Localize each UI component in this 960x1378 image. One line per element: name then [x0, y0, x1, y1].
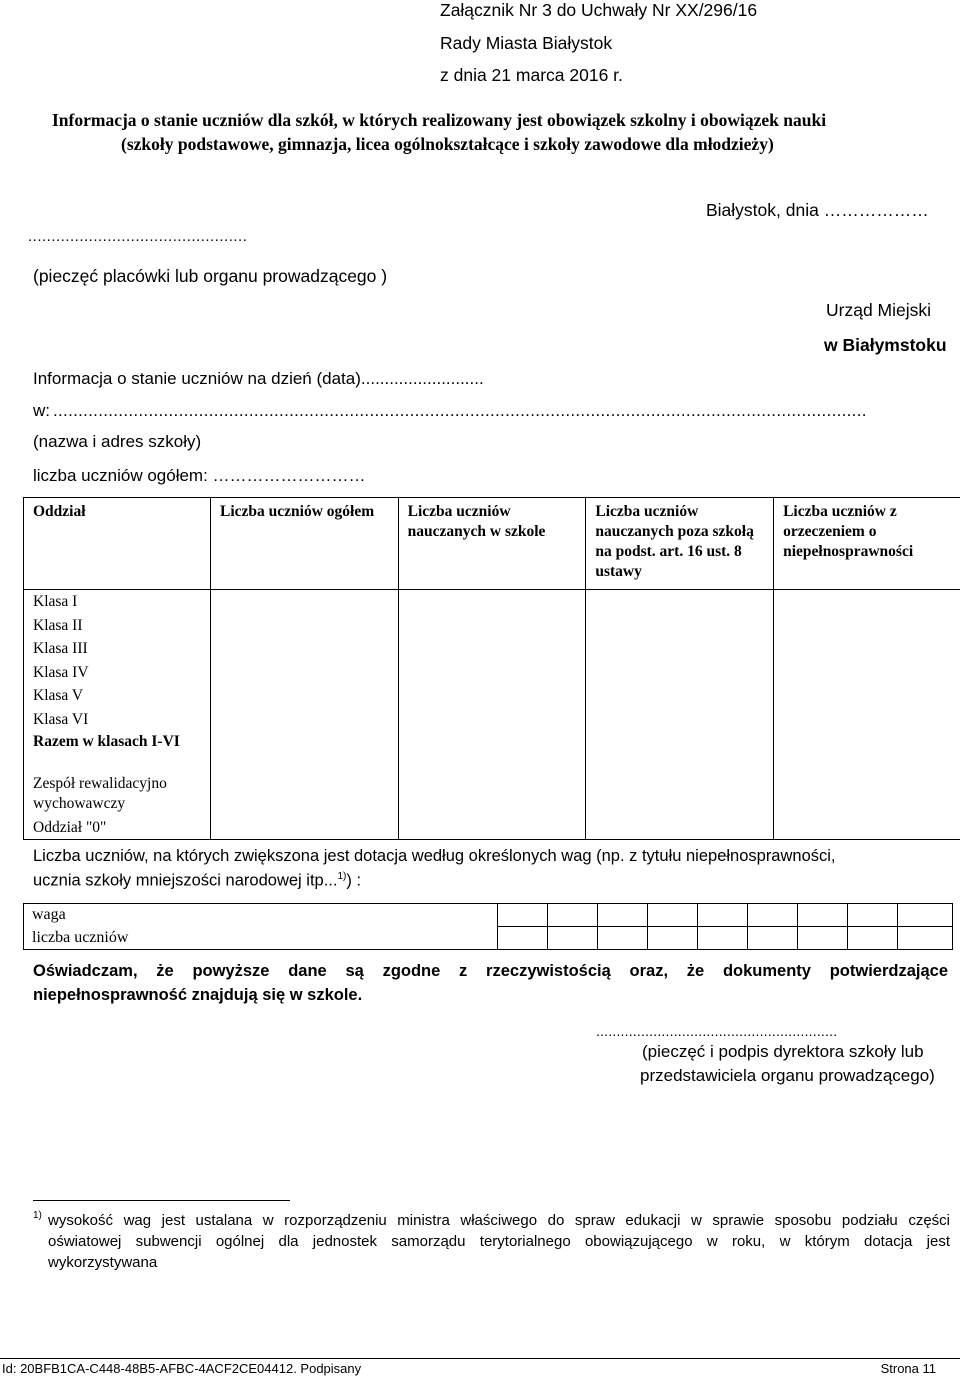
document-title-line-1: Informacja o stanie uczniów dla szkół, w których realizowany jest obowiązek szkolny i obowiązek nauki [52, 110, 827, 130]
stamp-label: (pieczęć placówki lub organu prowadzącego ) [33, 266, 388, 286]
count-cell[interactable] [897, 927, 952, 950]
footer-page: Strona 11 [880, 1361, 936, 1376]
header-oddzial: Oddział [24, 498, 211, 590]
weight-cell[interactable] [798, 904, 848, 927]
weight-cell[interactable] [698, 904, 748, 927]
footnote-mark: 1) [33, 1210, 42, 1221]
declaration-line-1: Oświadczam, że powyższe dane są zgodne z rzeczywistością oraz, że dokumenty potwierdzające [33, 962, 948, 980]
count-cell[interactable] [798, 927, 848, 950]
weight-cell[interactable] [897, 904, 952, 927]
addressee-line-1: Urząd Miejski [826, 300, 932, 320]
weights-intro-line-2 [33, 871, 361, 891]
school-dots: .................................................................................................................................................................. [53, 401, 867, 420]
table-header-row [24, 498, 960, 590]
students-table [23, 497, 960, 840]
total-students: liczba uczniów ogółem: ……………………… [33, 466, 366, 485]
footnote-line-1: wysokość wag jest ustalana w rozporządzeniu ministra właściwego do spraw edukacji w sprawie sposobu podziału części [48, 1212, 950, 1229]
cell-in-school[interactable] [398, 590, 586, 840]
weight-cell[interactable] [848, 904, 898, 927]
footnote-line-2: oświatowej subwencji ogólnej dla jednostek samorządu terytorialnego obowiązującego w roku, w którym dotacja jest [48, 1233, 950, 1250]
footnote-line-3: wykorzystywana [48, 1254, 158, 1271]
footer-id: Id: 20BFB1CA-C448-48B5-AFBC-4ACF2CE04412. Podpisany [2, 1361, 362, 1376]
row-label-total: Razem w klasach I-VI [33, 732, 180, 750]
count-cell[interactable] [598, 927, 648, 950]
weights-row-label: waga [24, 904, 498, 927]
signature-dots: ........................................................... [596, 1023, 838, 1039]
cell-total[interactable] [210, 590, 398, 840]
footnote-ref: 1) [337, 871, 347, 882]
place-date: Białystok, dnia ……………… [706, 200, 929, 220]
row-label: Oddział "0" [33, 818, 107, 836]
weight-cell[interactable] [748, 904, 798, 927]
weights-table [23, 903, 953, 950]
info-date: Informacja o stanie uczniów na dzień (data).......................... [33, 369, 484, 388]
cell-outside-school[interactable] [586, 590, 774, 840]
attachment-line-2: Rady Miasta Białystok [440, 33, 613, 53]
weights-intro-text: ucznia szkoły mniejszości narodowej itp... [33, 871, 338, 890]
row-label: Klasa VI [33, 710, 89, 728]
school-label: (nazwa i adres szkoły) [33, 432, 202, 451]
count-cell[interactable] [648, 927, 698, 950]
header-total: Liczba uczniów ogółem [210, 498, 398, 590]
header-in-school: Liczba uczniów nauczanych w szkole [398, 498, 586, 590]
weight-cell[interactable] [598, 904, 648, 927]
school-prefix: w: [33, 401, 50, 420]
oddzial-list [24, 590, 211, 840]
weight-cell[interactable] [548, 904, 598, 927]
students-count-row [24, 927, 953, 950]
count-cell[interactable] [848, 927, 898, 950]
footnote-separator [33, 1200, 290, 1201]
count-cell[interactable] [498, 927, 548, 950]
signature-line-2: przedstawiciela organu prowadzącego) [640, 1066, 935, 1085]
weights-intro-line-1: Liczba uczniów, na których zwiększona jest dotacja według określonych wag (np. z tytułu niepełnosprawności, [33, 847, 836, 865]
header-outside-school: Liczba uczniów nauczanych poza szkołą na podst. art. 16 ust. 8 ustawy [586, 498, 774, 590]
row-label: Klasa I [33, 593, 78, 610]
header-disability: Liczba uczniów z orzeczeniem o niepełnosprawności [774, 498, 960, 590]
cell-disability[interactable] [774, 590, 960, 840]
row-label: Klasa V [33, 687, 84, 705]
weight-cell[interactable] [498, 904, 548, 927]
weight-cell[interactable] [648, 904, 698, 927]
declaration-line-2: niepełnosprawność znajdują się w szkole. [33, 986, 363, 1004]
students-count-label: liczba uczniów [24, 927, 498, 950]
footer-rule [0, 1358, 960, 1359]
attachment-line-1: Załącznik Nr 3 do Uchwały Nr XX/296/16 [440, 0, 758, 20]
row-label: Klasa II [33, 616, 83, 634]
count-cell[interactable] [548, 927, 598, 950]
row-label: Klasa III [33, 640, 88, 658]
count-cell[interactable] [748, 927, 798, 950]
addressee-line-2: w Białymstoku [824, 335, 947, 355]
table-body-row [24, 590, 960, 840]
stamp-dots: ............................................... [28, 228, 248, 245]
weights-row [24, 904, 953, 927]
row-label: Klasa IV [33, 663, 89, 681]
row-label: Zespół rewalidacyjno wychowawczy [33, 774, 167, 812]
attachment-line-3: z dnia 21 marca 2016 r. [440, 65, 623, 85]
signature-line-1: (pieczęć i podpis dyrektora szkoły lub [642, 1042, 924, 1061]
document-title-line-2: (szkoły podstawowe, gimnazja, licea ogólnokształcące i szkoły zawodowe dla młodzieży) [121, 134, 774, 154]
count-cell[interactable] [698, 927, 748, 950]
weights-intro-end: ) : [346, 871, 362, 890]
